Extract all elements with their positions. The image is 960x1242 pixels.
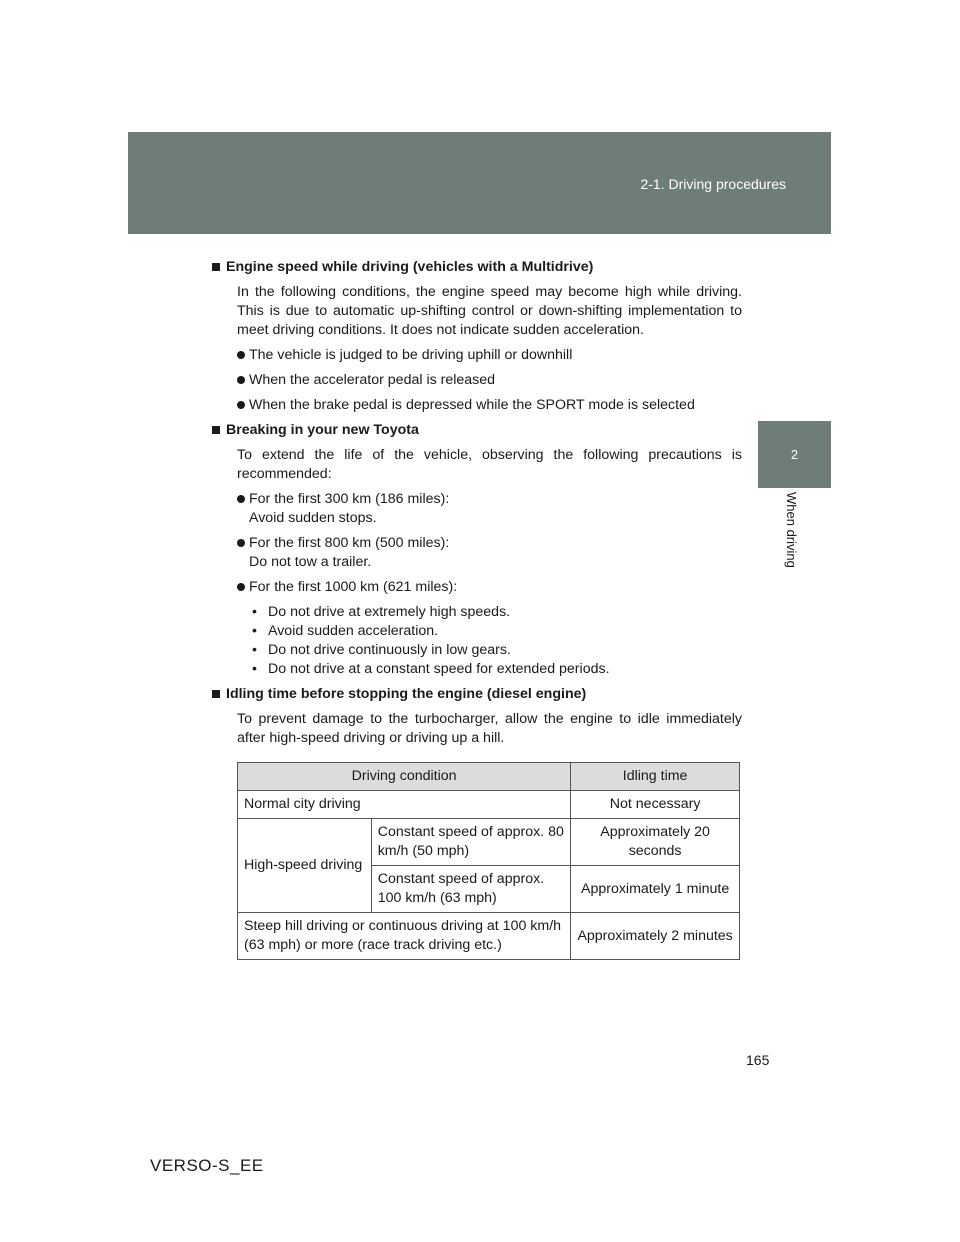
sub-list-item: • Do not drive at a constant speed for extended periods.: [252, 661, 610, 677]
table-cell: Approximately 1 minute: [571, 866, 740, 913]
sub-list-item: • Do not drive continuously in low gears.: [252, 642, 511, 658]
table-row: [238, 913, 740, 960]
engine-speed-intro: In the following conditions, the engine speed may become high while driving. This is due to automatic up-shifting control or down-shifting implementation to meet driving conditions. It does not indicate sudden acceleration.: [237, 284, 742, 338]
table-cell: Constant speed of approx. 80 km/h (50 mph): [371, 819, 571, 866]
list-item: The vehicle is judged to be driving uphill or downhill: [237, 346, 742, 365]
chapter-tab: [758, 421, 831, 488]
square-bullet-icon: [212, 690, 220, 698]
idling-time-table: [237, 762, 740, 960]
square-bullet-icon: [212, 263, 220, 271]
model-code: VERSO-S_EE: [150, 1156, 264, 1175]
round-bullet-icon: [237, 495, 245, 503]
engine-speed-heading: Engine speed while driving (vehicles with a Multidrive): [212, 258, 742, 277]
list-item: When the brake pedal is depressed while the SPORT mode is selected: [237, 396, 742, 415]
section-header-bar: [128, 132, 831, 234]
main-content: [212, 258, 742, 754]
column-header-condition: Driving condition: [238, 763, 571, 791]
sub-list-item: • Do not drive at extremely high speeds.: [252, 604, 511, 620]
square-bullet-icon: [212, 426, 220, 434]
table-header-row: [238, 763, 740, 791]
round-bullet-icon: [237, 376, 245, 384]
round-bullet-icon: [237, 401, 245, 409]
table-cell: Approximately 2 minutes: [571, 913, 740, 960]
round-bullet-icon: [237, 539, 245, 547]
list-item: When the accelerator pedal is released: [237, 371, 742, 390]
list-item: For the first 300 km (186 miles): Avoid sudden stops.: [237, 490, 742, 528]
table-cell: Steep hill driving or continuous driving at 100 km/h (63 mph) or more (race track driving etc.): [238, 913, 571, 960]
page-number: 165: [746, 1052, 770, 1068]
section-title: 2-1. Driving procedures: [640, 176, 786, 192]
table-cell: Not necessary: [571, 791, 740, 819]
breaking-in-heading: Breaking in your new Toyota: [212, 421, 742, 440]
sub-list-item: • Avoid sudden acceleration.: [252, 623, 439, 639]
round-bullet-icon: [237, 351, 245, 359]
table-row: [238, 791, 740, 819]
sub-list: [252, 603, 742, 679]
table-cell: Constant speed of approx. 100 km/h (63 mph): [371, 866, 571, 913]
list-item: For the first 1000 km (621 miles):: [237, 578, 742, 597]
table-cell: Normal city driving: [238, 791, 571, 819]
table-cell: High-speed driving: [238, 819, 372, 913]
table-row: [238, 819, 740, 866]
idling-heading: Idling time before stopping the engine (diesel engine): [212, 685, 742, 704]
round-bullet-icon: [237, 583, 245, 591]
chapter-number: 2: [790, 447, 799, 462]
breaking-in-intro: To extend the life of the vehicle, observing the following precautions is recommended:: [237, 447, 742, 482]
chapter-label: When driving: [784, 492, 799, 568]
table-cell: Approximately 20 seconds: [571, 819, 740, 866]
idling-intro: To prevent damage to the turbocharger, allow the engine to idle immediately after high-speed driving or driving up a hill.: [237, 711, 742, 746]
list-item: For the first 800 km (500 miles): Do not tow a trailer.: [237, 534, 742, 572]
column-header-idling: Idling time: [571, 763, 740, 791]
